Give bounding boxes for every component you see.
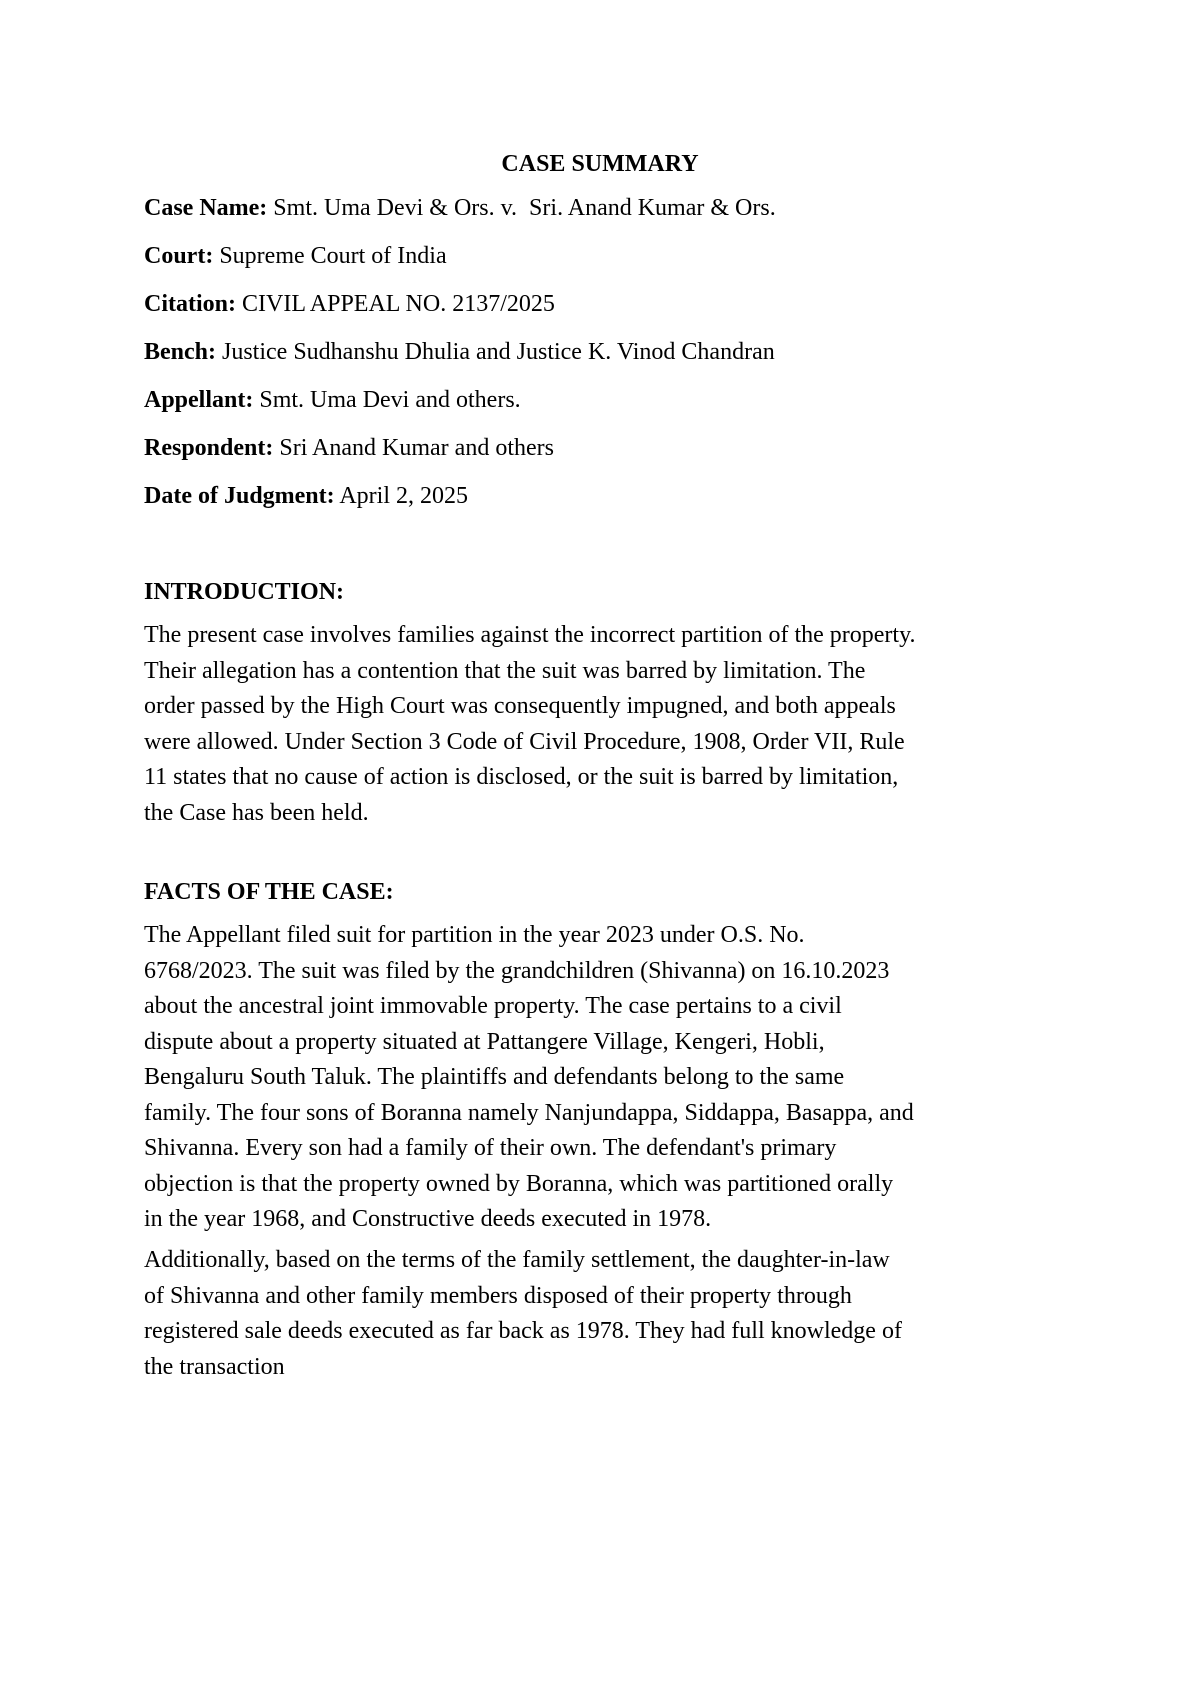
- meta-date-of-judgment: [144, 480, 468, 512]
- introduction-paragraph: [144, 618, 1064, 831]
- meta-citation: [144, 288, 555, 320]
- meta-respondent: [144, 432, 554, 464]
- paragraph-line: family. The four sons of Boranna namely Nanjundappa, Siddappa, Basappa, and: [144, 1099, 914, 1126]
- meta-label: Date of Judgment:: [144, 483, 335, 509]
- meta-label: Court:: [144, 243, 214, 269]
- meta-label: Bench:: [144, 339, 216, 365]
- meta-appellant: [144, 384, 521, 416]
- paragraph-line: The present case involves families against the incorrect partition of the property.: [144, 622, 916, 648]
- meta-case-name: [144, 192, 776, 224]
- document-title: CASE SUMMARY: [501, 151, 699, 177]
- meta-label: Respondent:: [144, 435, 274, 461]
- paragraph-line: of Shivanna and other family members disposed of their property through: [144, 1282, 852, 1309]
- paragraph-line: Additionally, based on the terms of the family settlement, the daughter-in-law: [144, 1247, 890, 1273]
- paragraph-line: 6768/2023. The suit was filed by the grandchildren (Shivanna) on 16.10.2023: [144, 957, 890, 984]
- paragraph-line: dispute about a property situated at Pattangere Village, Kengeri, Hobli,: [144, 1028, 825, 1055]
- paragraph-line: in the year 1968, and Constructive deeds executed in 1978.: [144, 1206, 712, 1232]
- facts-paragraph-1: [144, 918, 1064, 1238]
- meta-value: Sri Anand Kumar and others: [279, 435, 554, 461]
- meta-value: Smt. Uma Devi and others.: [259, 387, 521, 413]
- meta-label: Case Name:: [144, 195, 268, 221]
- paragraph-line: the Case has been held.: [144, 799, 369, 826]
- facts-heading: FACTS OF THE CASE:: [144, 879, 394, 905]
- paragraph-line: were allowed. Under Section 3 Code of Civil Procedure, 1908, Order VII, Rule: [144, 728, 905, 755]
- meta-bench: [144, 336, 775, 368]
- meta-value: Smt. Uma Devi & Ors. v. Sri. Anand Kumar & Ors.: [273, 195, 776, 221]
- paragraph-line: objection is that the property owned by Boranna, which was partitioned orally: [144, 1170, 894, 1197]
- paragraph-line: The Appellant filed suit for partition in the year 2023 under O.S. No.: [144, 922, 805, 948]
- meta-label: Citation:: [144, 291, 236, 317]
- paragraph-line: Bengaluru South Taluk. The plaintiffs and defendants belong to the same: [144, 1064, 845, 1090]
- paragraph-line: Shivanna. Every son had a family of their own. The defendant's primary: [144, 1135, 837, 1161]
- paragraph-line: order passed by the High Court was consequently impugned, and both appeals: [144, 693, 896, 719]
- paragraph-line: about the ancestral joint immovable property. The case pertains to a civil: [144, 993, 842, 1019]
- paragraph-line: 11 states that no cause of action is disclosed, or the suit is barred by limitation,: [144, 764, 899, 790]
- meta-label: Appellant:: [144, 387, 254, 413]
- paragraph-line: registered sale deeds executed as far back as 1978. They had full knowledge of: [144, 1318, 902, 1344]
- meta-value: Justice Sudhanshu Dhulia and Justice K. Vinod Chandran: [222, 339, 775, 365]
- paragraph-line: Their allegation has a contention that the suit was barred by limitation. The: [144, 657, 866, 684]
- meta-court: [144, 240, 447, 272]
- facts-paragraph-2: [144, 1243, 1064, 1385]
- introduction-heading: INTRODUCTION:: [144, 579, 345, 605]
- meta-value: CIVIL APPEAL NO. 2137/2025: [242, 291, 555, 317]
- meta-value: Supreme Court of India: [219, 243, 447, 269]
- meta-value: April 2, 2025: [339, 483, 468, 509]
- paragraph-line: the transaction: [144, 1353, 285, 1380]
